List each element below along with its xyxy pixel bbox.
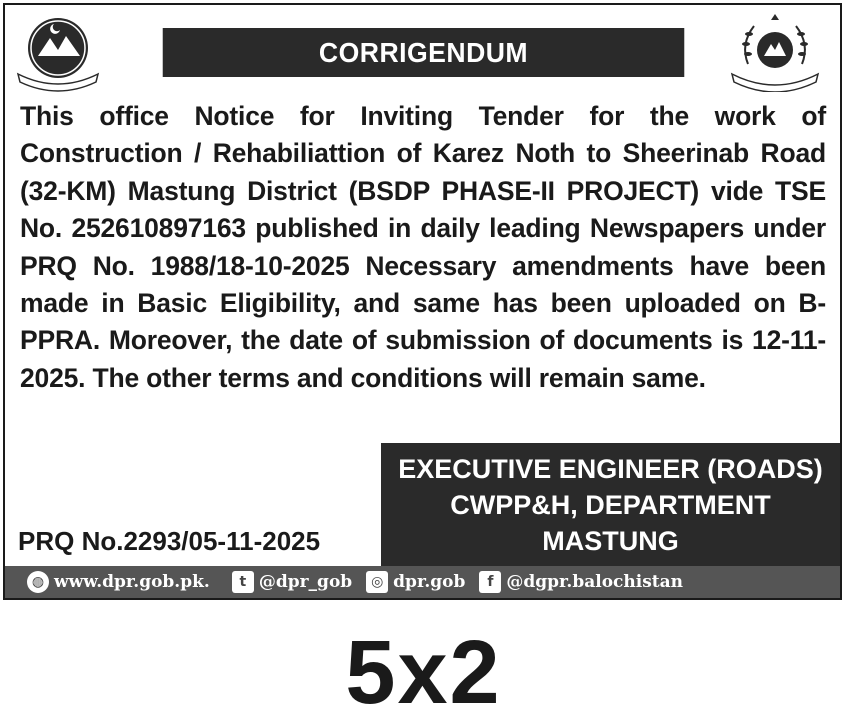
footer-bar <box>5 566 840 598</box>
instagram-icon: ◎ <box>366 571 388 593</box>
footer-instagram[interactable] <box>366 571 465 593</box>
facebook-icon: f <box>479 571 501 593</box>
footer-website-text: www.dpr.gob.pk. <box>54 572 210 592</box>
footer-instagram-text: dpr.gob <box>393 572 466 592</box>
signature-line-1: EXECUTIVE ENGINEER (ROADS) <box>398 453 823 484</box>
directorate-emblem-icon <box>718 12 832 92</box>
signature-line-2: CWPP&H, DEPARTMENT <box>450 489 771 520</box>
signature-line-3: MASTUNG <box>542 525 679 556</box>
government-emblem-icon <box>10 12 106 92</box>
signature-block <box>381 443 840 566</box>
footer-facebook[interactable] <box>479 571 683 593</box>
notice-body: This office Notice for Inviting Tender for the work of Construction / Rehabiliattion of Karez Noth to Sheerinab Road (32-KM) Mastung District (BSDP PHASE-II PROJECT) vide TSE No. 252610897163 published in daily leading Newspapers under PRQ No. 1988/18-10-2025 Necessary amendments have been made in Basic Eligibility, and same has been uploaded on B-PPRA. Moreover, the date of submission of documents is 12-11-2025. The other terms and conditions will remain same. <box>20 101 826 393</box>
footer-facebook-text: @dgpr.balochistan <box>506 572 684 592</box>
ad-size-label: 5x2 <box>345 623 502 723</box>
footer-twitter-text: @dpr_gob <box>258 572 353 592</box>
footer-website[interactable] <box>27 571 210 593</box>
notice-title: CORRIGENDUM <box>163 28 685 77</box>
prq-number: PRQ No.2293/05-11-2025 <box>18 526 321 556</box>
globe-icon: ◍ <box>27 571 49 593</box>
twitter-icon: t <box>232 571 254 593</box>
footer-twitter[interactable] <box>232 571 352 593</box>
